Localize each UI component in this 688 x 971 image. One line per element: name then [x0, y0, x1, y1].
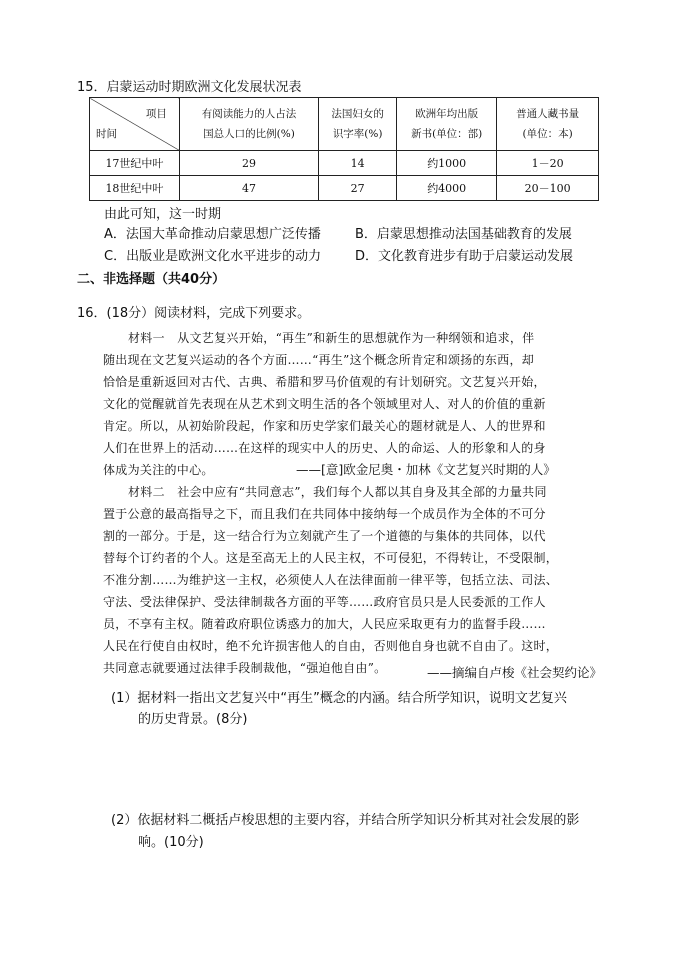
material-line: 替每个订约者的个人。这是至高无上的人民主权，不可侵犯，不得转让，不受限制， — [103, 551, 559, 565]
question-15-title: 15．启蒙运动时期欧洲文化发展状况表 — [77, 80, 302, 95]
table-row — [90, 176, 599, 201]
material-line: 员，不享有主权。随着政府职位诱惑力的加大，人民应采取更有力的监督手段…… — [103, 617, 546, 631]
option-a: A．法国大革命推动启蒙思想广泛传播 — [104, 227, 321, 242]
row-value: 14 — [319, 151, 397, 176]
material-line: 人们在世界上的活动……在这样的现实中人的历史、人的命运、人的形象和人的身 — [103, 441, 546, 455]
row-time: 18世纪中叶 — [90, 176, 180, 201]
question-15-stem: 由此可知，这一时期 — [104, 207, 222, 222]
corner-time-label: 时间 — [96, 128, 117, 140]
subquestion-2-line-1: (2）依据材料二概括卢梭思想的主要内容，并结合所学知识分析其对社会发展的影 — [111, 813, 580, 828]
subquestion-1-line-2: 的历史背景。(8分) — [138, 712, 248, 727]
culture-table — [89, 97, 599, 201]
material-line: 共同意志就要通过法律手段制裁他，“强迫他自由”。 — [103, 661, 387, 675]
row-value: 20－100 — [497, 176, 599, 201]
material-line: 体成为关注的中心。 — [103, 463, 214, 477]
material-line: 材料一 从文艺复兴开始，“再生”和新生的思想就作为一种纲领和追求，伴 — [128, 331, 535, 345]
material-line: 材料二 社会中应有“共同意志”，我们每个人都以其自身及其全部的力量共同 — [128, 485, 547, 499]
question-16-title: 16．(18分）阅读材料，完成下列要求。 — [77, 306, 311, 321]
material-line: 随出现在文艺复兴运动的各个方面……“再生”这个概念所肯定和颂扬的东西，却 — [103, 353, 535, 367]
subquestion-1-line-1: (1）据材料一指出文艺复兴中“再生”概念的内涵。结合所学知识，说明文艺复兴 — [111, 691, 567, 706]
material-line: 置于公意的最高指导之下，而且我们在共同体中接纳每一个成员作为全体的不可分 — [103, 507, 546, 521]
row-time: 17世纪中叶 — [90, 151, 180, 176]
option-b: B．启蒙思想推动法国基础教育的发展 — [355, 227, 572, 242]
table-corner-cell — [90, 98, 180, 151]
header-reading-ratio: 有阅读能力的人占法 国总人口的比例(%) — [179, 98, 318, 151]
section-2-title: 二、非选择题（共40分） — [77, 272, 226, 287]
material-line: 人民在行使自由权时，绝不允许损害他人的自由，否则他自身也就不自由了。这时， — [103, 639, 559, 653]
header-female-literacy: 法国妇女的 识字率(%) — [319, 98, 397, 151]
material-line: 肯定。所以，从初始阶段起，作家和历史学家们最关心的题材就是人、人的世界和 — [103, 419, 546, 433]
material-line: 割的一部分。于是，这一结合行为立刻就产生了一个道德的与集体的共同体，以代 — [103, 529, 546, 543]
material-2-source: ——摘编自卢梭《社会契约论》 — [427, 665, 603, 680]
option-c: C．出版业是欧洲文化水平进步的动力 — [104, 249, 322, 264]
row-value: 约4000 — [397, 176, 497, 201]
table-row — [90, 151, 599, 176]
header-new-books: 欧洲年均出版 新书(单位：部) — [397, 98, 497, 151]
header-book-collection: 普通人藏书量 (单位：本) — [497, 98, 599, 151]
material-1-source: ——[意]欧金尼奥・加林《文艺复兴时期的人》 — [296, 462, 556, 477]
row-value: 29 — [179, 151, 318, 176]
row-value: 27 — [319, 176, 397, 201]
material-line: 文化的觉醒就首先表现在从艺术到文明生活的各个领域里对人、对人的价值的重新 — [103, 397, 546, 411]
material-line: 恰恰是重新返回对古代、古典、希腊和罗马价值观的有计划研究。文艺复兴开始， — [103, 375, 546, 389]
subquestion-2-line-2: 响。(10分) — [138, 835, 204, 850]
option-d: D．文化教育进步有助于启蒙运动发展 — [355, 249, 574, 264]
row-value: 47 — [179, 176, 318, 201]
table-header-row — [90, 98, 599, 151]
row-value: 约1000 — [397, 151, 497, 176]
material-line: 不准分割……为维护这一主权，必须使人人在法律面前一律平等，包括立法、司法、 — [103, 573, 559, 587]
material-line: 守法、受法律保护、受法律制裁各方面的平等……政府官员只是人民委派的工作人 — [103, 595, 546, 609]
corner-item-label: 项目 — [145, 108, 167, 120]
row-value: 1－20 — [497, 151, 599, 176]
